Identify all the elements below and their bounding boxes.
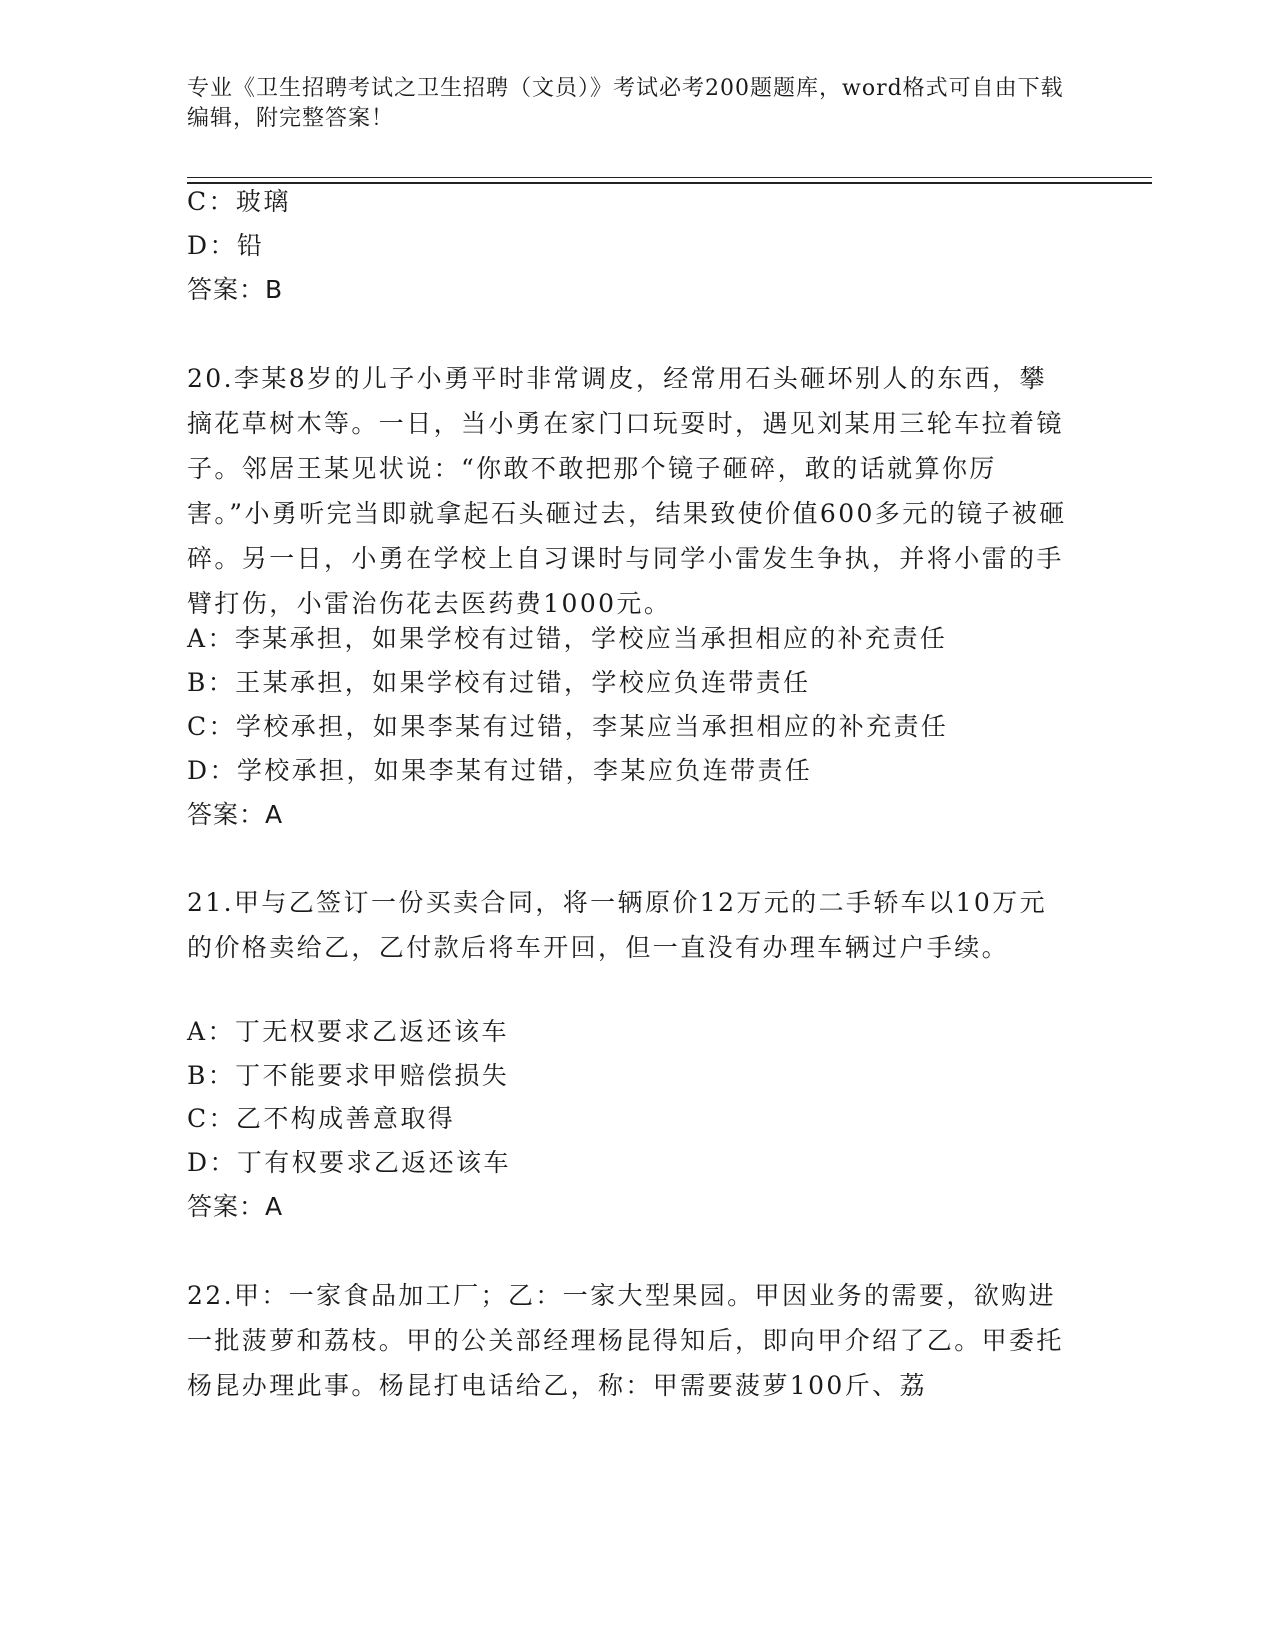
option-c: C：学校承担，如果李某有过错，李某应当承担相应的补充责任	[187, 712, 949, 741]
answer-line: 答案：B	[187, 275, 284, 304]
option-c: C：乙不构成善意取得	[187, 1104, 456, 1133]
document-header	[187, 74, 1067, 134]
header-divider-thin	[187, 177, 1152, 178]
option-a: A：李某承担，如果学校有过错，学校应当承担相应的补充责任	[187, 624, 948, 653]
option-d: D：铅	[187, 231, 265, 260]
document-title: 专业《卫生招聘考试之卫生招聘（文员）》考试必考200题题库，word格式可自由下载编辑，附完整答案！	[187, 76, 1064, 131]
option-c: C：玻璃	[187, 187, 291, 216]
question-text: 21.甲与乙签订一份买卖合同，将一辆原价12万元的二手轿车以10万元的价格卖给乙，乙付款后将车开回，但一直没有办理车辆过户手续。	[187, 888, 1047, 962]
option-d: D：学校承担，如果李某有过错，李某应负连带责任	[187, 756, 813, 785]
header-divider-thick	[187, 182, 1152, 184]
option-a: A：丁无权要求乙返还该车	[187, 1017, 509, 1046]
question-text: 22.甲：一家食品加工厂；乙：一家大型果园。甲因业务的需要，欲购进一批菠萝和荔枝。甲的公关部经理杨昆得知后，即向甲介绍了乙。甲委托杨昆办理此事。杨昆打电话给乙，称：甲需要菠萝100斤、荔	[187, 1281, 1064, 1400]
answer-line: 答案：A	[187, 800, 284, 829]
answer-line: 答案：A	[187, 1192, 284, 1221]
option-d: D：丁有权要求乙返还该车	[187, 1148, 511, 1177]
question-text: 20.李某8岁的儿子小勇平时非常调皮，经常用石头砸坏别人的东西，攀摘花草树木等。一日，当小勇在家门口玩耍时，遇见刘某用三轮车拉着镜子。邻居王某见状说：“你敢不敢把那个镜子砸碎，敢的话就算你厉害。”小勇听完当即就拿起石头砸过去，结果致使价值600多元的镜子被砸碎。另一日，小勇在学校上自习课时与同学小雷发生争执，并将小雷的手臂打伤，小雷治伤花去医药费1000元。	[187, 364, 1067, 618]
option-b: B：王某承担，如果学校有过错，学校应负连带责任	[187, 668, 811, 697]
option-b: B：丁不能要求甲赔偿损失	[187, 1061, 510, 1090]
